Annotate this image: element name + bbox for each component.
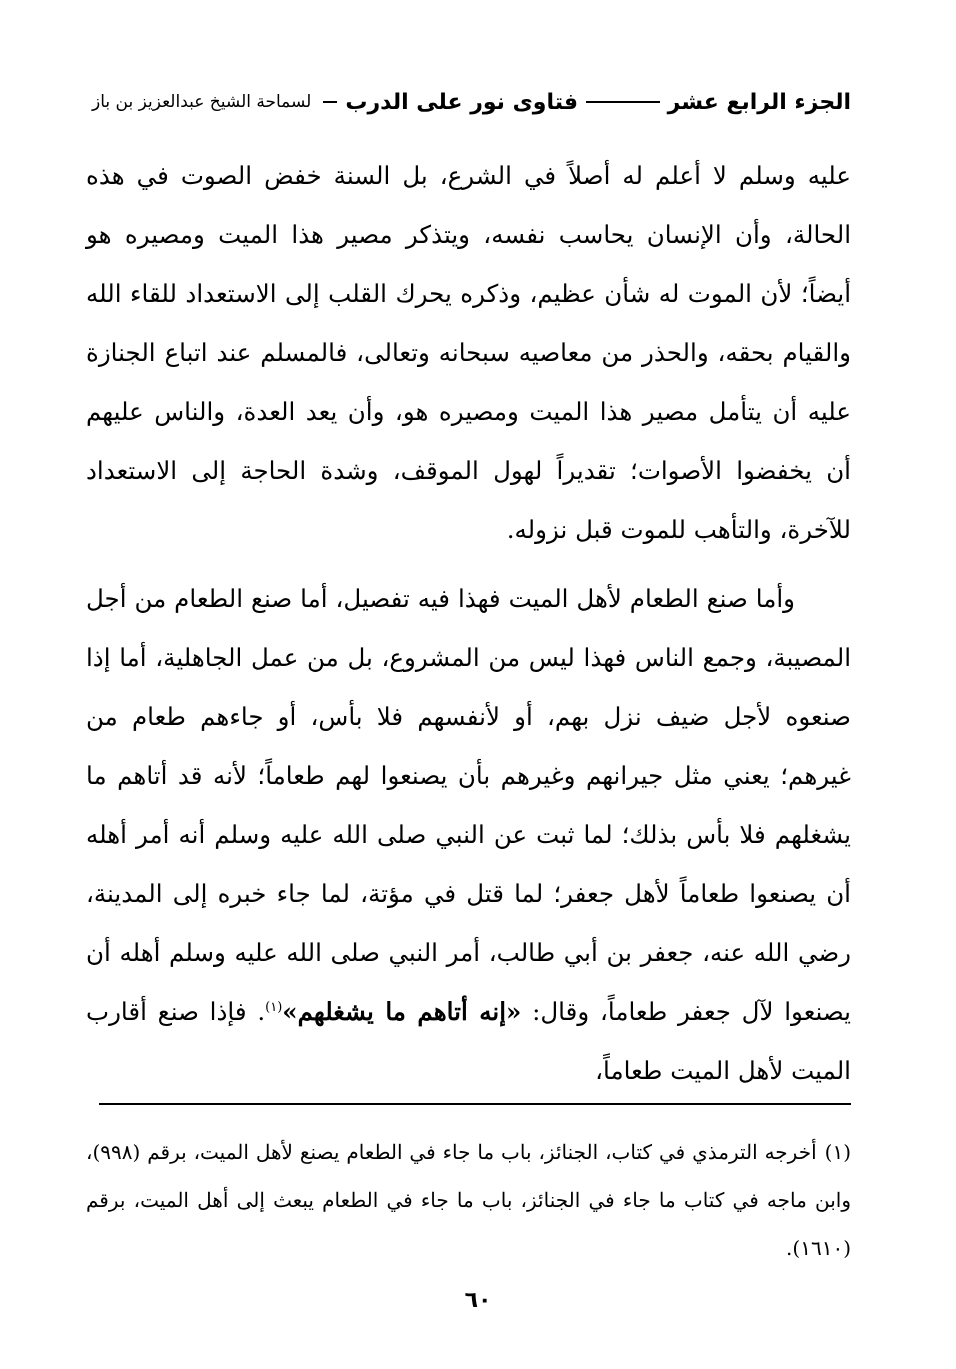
paragraph-text: . فإذا صنع أقارب الميت لأهل الميت طعاماً، (86, 997, 851, 1085)
footnote-text: أخرجه الترمذي في كتاب، الجنائز، باب ما جاء في الطعام يصنع لأهل الميت، برقم (٩٩٨)، وابن ماجه في كتاب ما جاء في الجنائز، باب ما جاء في الطعام يبعث إلى أهل الميت، برقم (١٦١٠). (86, 1140, 851, 1260)
header-rule (586, 101, 660, 103)
paragraph: عليه وسلم لا أعلم له أصلاً في الشرع، بل السنة خفض الصوت في هذه الحالة، وأن الإنسان يحاسب نفسه، ويتذكر مصير هذا الميت ومصيره هو أيضاً؛ لأن الموت له شأن عظيم، وذكره يحرك القلب إلى الاستعداد للقاء الله والقيام بحقه، والحذر من معاصيه سبحانه وتعالى، فالمسلم عند اتباع الجنازة عليه أن يتأمل مصير هذا الميت ومصيره هو، وأن يعد العدة، والناس عليهم أن يخفضوا الأصوات؛ تقديراً لهول الموقف، وشدة الحاجة إلى الاستعداد للآخرة، والتأهب للموت قبل نزوله. (86, 161, 851, 544)
volume-label: الجزء الرابع عشر (667, 89, 851, 115)
main-text (86, 146, 851, 1100)
footnotes (86, 1128, 851, 1272)
footnote-number: (١) (824, 1140, 851, 1164)
book-title: فتاوى نور على الدرب (345, 89, 579, 115)
running-header (88, 84, 851, 120)
author-name: لسماحة الشيخ عبدالعزيز بن باز (92, 92, 312, 112)
header-title-group (88, 90, 578, 115)
footnote-separator (99, 1103, 851, 1105)
footnote-item (86, 1128, 851, 1272)
paragraph (86, 569, 851, 1100)
page-number: ٦٠ (464, 1288, 492, 1313)
hadith-quote: «إنه أتاهم ما يشغلهم» (282, 997, 522, 1026)
paragraph-text: وأما صنع الطعام لأهل الميت فهذا فيه تفصيل، أما صنع الطعام من أجل المصيبة، وجمع الناس فهذا ليس من المشروع، بل من عمل الجاهلية، أما إذا صنعوه لأجل ضيف نزل بهم، أو لأنفسهم فلا بأس، أو جاءهم طعام من غيرهم؛ يعني مثل جيرانهم وغيرهم بأن يصنعوا لهم طعاماً؛ لأنه قد أتاهم ما يشغلهم فلا بأس بذلك؛ لما ثبت عن النبي صلى الله عليه وسلم أنه أمر أهله أن يصنعوا طعاماً لأهل جعفر؛ لما قتل في مؤتة، لما جاء خبره إلى المدينة، رضي الله عنه، جعفر بن أبي طالب، أمر النبي صلى الله عليه وسلم أهله أن يصنعوا لآل جعفر طعاماً، وقال: (86, 584, 851, 1026)
header-dash (323, 101, 337, 103)
footnote-reference[interactable]: (١) (265, 999, 283, 1015)
